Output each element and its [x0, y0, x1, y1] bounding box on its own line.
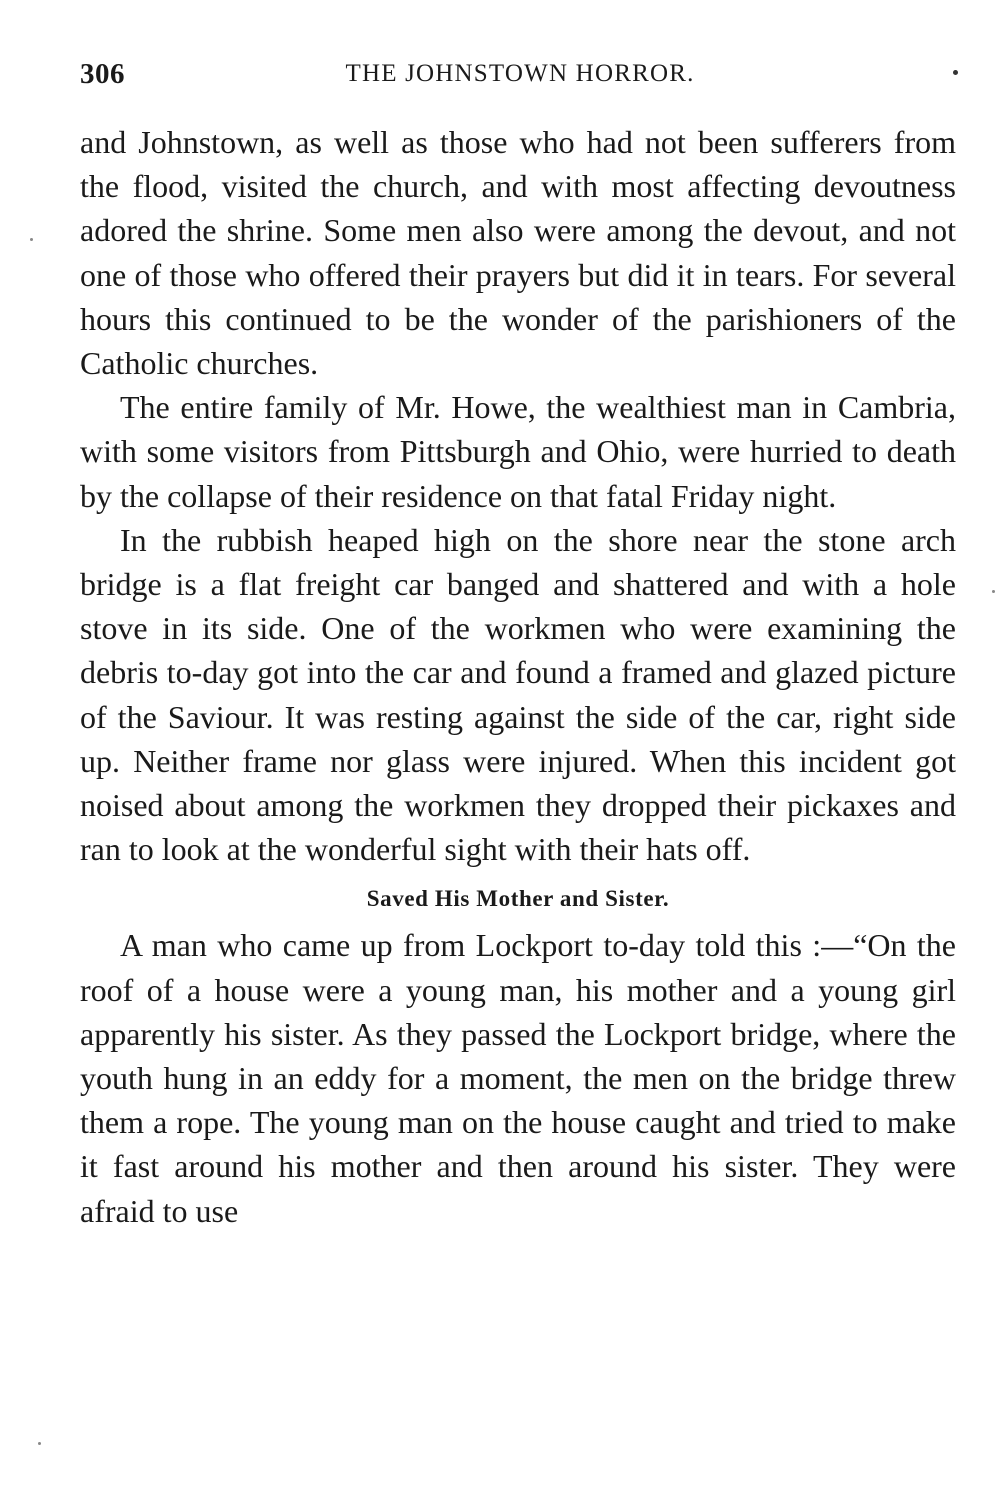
page-number: 306 — [80, 58, 125, 90]
running-head — [80, 58, 960, 94]
running-title: THE JOHNSTOWN HORROR. — [345, 60, 695, 87]
body-text — [80, 120, 956, 1233]
ink-dot-mark — [953, 70, 958, 75]
paragraph-lockport: A man who came up from Lockport to-day told this :—“On the roof of a house were a young man, his mother and a young girl apparently his sister. As they passed the Lockport bridge, where the youth hung in an eddy for a moment, the men on the bridge threw them a rope. The young man on the house caught and tried to make it fast around his mother and then around his sister. They were afraid to use — [80, 927, 956, 1229]
scan-speck — [30, 238, 33, 241]
section-heading: Saved His Mother and Sister. — [366, 886, 670, 912]
scan-speck — [38, 1442, 41, 1445]
paragraph-freight-car: In the rubbish heaped high on the shore near the stone arch bridge is a flat freight car banged and shattered and with a hole stove in its side. One of the workmen who were examining the debris to-day got into the car and found a framed and glazed picture of the Saviour. It was resting against the side of the car, right side up. Neither frame nor glass were injured. When this incident got noised about among the workmen they dropped their pickaxes and ran to look at the wonderful sight with their hats off. — [80, 521, 956, 868]
scan-speck — [992, 590, 995, 593]
paragraph-continued: and Johnstown, as well as those who had not been sufferers from the flood, visited the church, and with most affecting devoutness adored the shrine. Some men also were among the devout, and not one of those who offered their prayers but did it in tears. For several hours this continued to be the wonder of the parishioners of the Catholic churches. — [80, 124, 956, 382]
paragraph-howe-family: The entire family of Mr. Howe, the wealthiest man in Cambria, with some visitors from Pittsburgh and Ohio, were hurried to death by the collapse of their residence on that fatal Friday night. — [80, 389, 956, 514]
